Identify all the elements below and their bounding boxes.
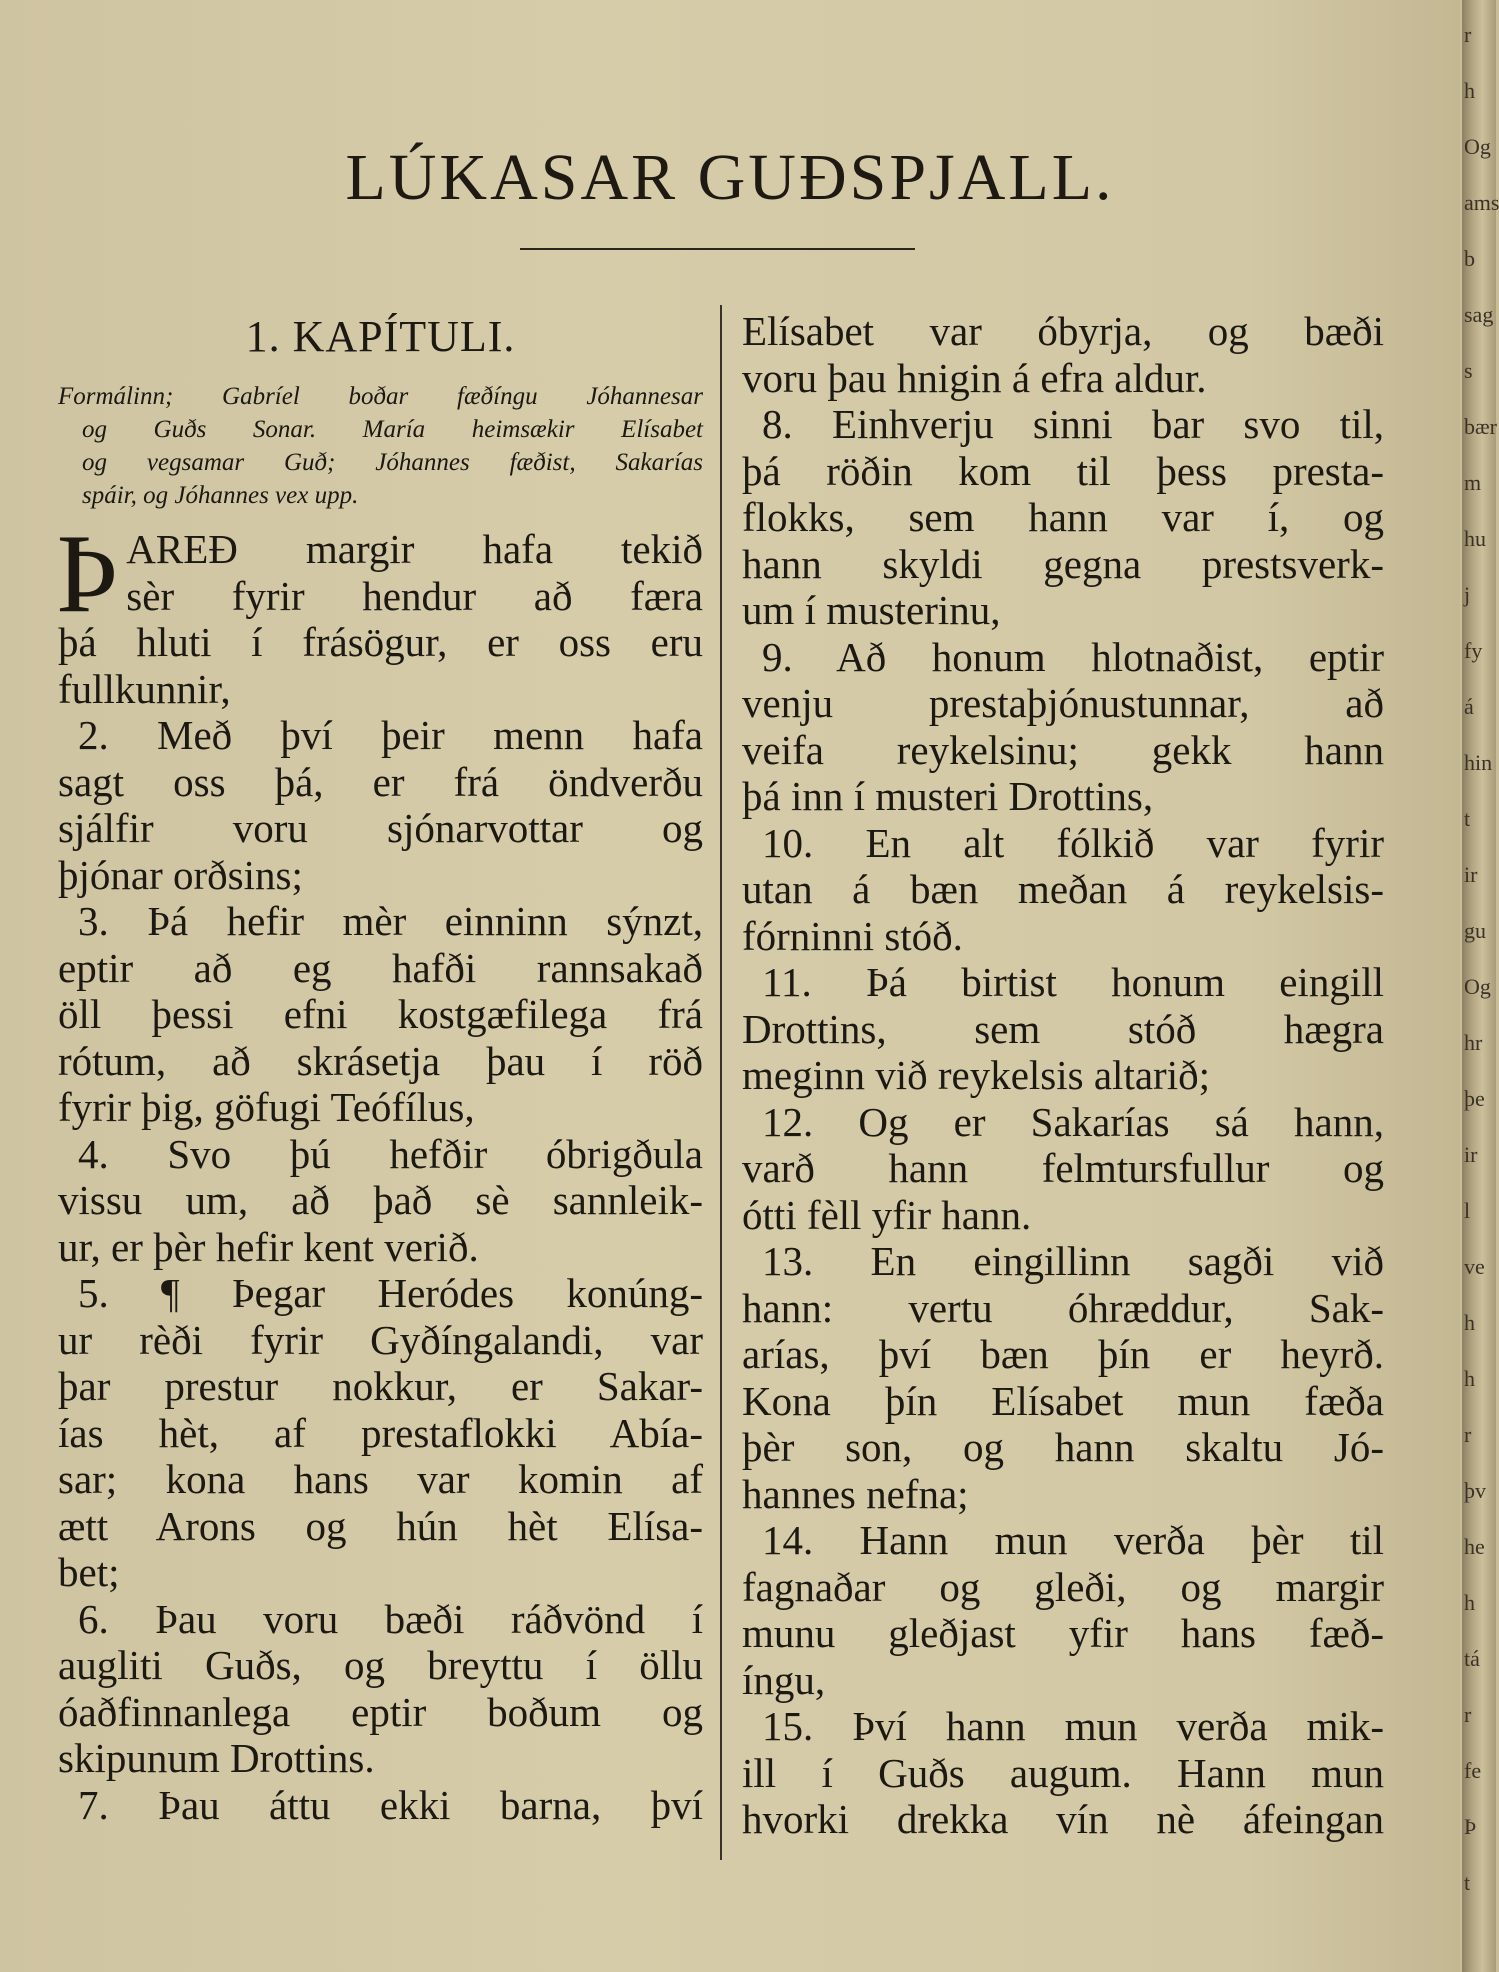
adjacent-page-edge — [1462, 0, 1499, 1972]
text-line: hann: vertu óhræddur, Sak- — [742, 1284, 1384, 1331]
page-edge-fragment: ir — [1464, 1142, 1478, 1167]
summary-line: og vegsamar Guð; Jóhannes fæðist, Sakarías — [82, 449, 703, 476]
text-line: sar; kona hans var komin af — [58, 1456, 703, 1502]
text-line: venju prestaþjónustunnar, að — [742, 680, 1384, 726]
page-edge-fragment: Og — [1464, 974, 1491, 999]
text-line: ur, er þèr hefir kent verið. — [58, 1223, 479, 1270]
text-line: 2. Með því þeir menn hafa — [78, 712, 703, 758]
text-line: 12. Og er Sakarías sá hann, — [762, 1098, 1384, 1145]
text-line: 3. Þá hefir mèr einninn sýnzt, — [78, 898, 703, 944]
right-column — [742, 308, 1384, 1843]
page-edge-fragment: ve — [1464, 1254, 1485, 1279]
page-edge-fragment: r — [1464, 1702, 1472, 1727]
text-line: þjónar orðsins; — [58, 851, 303, 898]
page-edge-fragment: fe — [1464, 1758, 1482, 1783]
text-line: flokks, sem hann var í, og — [742, 494, 1384, 540]
chapter-summary — [58, 380, 703, 512]
summary-line: spáir, og Jóhannes vex upp. — [82, 482, 359, 509]
text-line: veifa reykelsinu; gekk hann — [742, 726, 1384, 773]
right-column-text — [742, 308, 1384, 1843]
page-edge-fragment: h — [1464, 1590, 1475, 1615]
text-line: hann skyldi gegna prestsverk- — [742, 540, 1384, 587]
text-line: meginn við reykelsis altarið; — [742, 1052, 1210, 1098]
page-edge-fragment: fy — [1464, 638, 1483, 663]
text-line: munu gleðjast yfir hans fæð- — [742, 1610, 1384, 1656]
page-edge-fragment: m — [1464, 470, 1482, 495]
page-title: LÚKASAR GUÐSPJALL. — [345, 141, 1115, 214]
text-line: hvorki drekka vín nè áfeingan — [742, 1796, 1384, 1842]
text-line: um í musterinu, — [742, 587, 1001, 633]
summary-line: og Guðs Sonar. María heimsækir Elísabet — [82, 416, 703, 443]
page-edge-fragment: sag — [1464, 302, 1494, 327]
page-edge-fragment: ir — [1464, 862, 1478, 887]
text-line: öll þessi efni kostgæfilega frá — [58, 991, 703, 1037]
text-line: sagt oss þá, er frá öndverðu — [58, 758, 703, 805]
text-line: Drottins, sem stóð hægra — [742, 1005, 1384, 1052]
text-line: utan á bæn meðan á reykelsis- — [742, 866, 1384, 912]
text-line: 7. Þau áttu ekki barna, því — [78, 1781, 703, 1828]
page-edge-fragment: tá — [1464, 1646, 1480, 1671]
page-edge-fragment: he — [1464, 1534, 1485, 1559]
page-edge-fragment: þv — [1464, 1478, 1486, 1503]
text-line: voru þau hnigin á efra aldur. — [742, 354, 1207, 401]
text-line: ótti fèll yfir hann. — [742, 1191, 1032, 1238]
page-edge-fragment: h — [1464, 1310, 1475, 1335]
page-edge-fragment: s — [1464, 358, 1473, 383]
left-column-text — [58, 619, 703, 1828]
chapter-heading: 1. KAPÍTULI. — [245, 312, 516, 361]
text-line: 9. Að honum hlotnaðist, eptir — [762, 633, 1384, 680]
text-line: þèr son, og hann skaltu Jó- — [742, 1424, 1384, 1470]
page-edge-fragment: gu — [1464, 918, 1486, 943]
text-line: 11. Þá birtist honum eingill — [762, 959, 1384, 1005]
page-edge-fragment: t — [1464, 1870, 1471, 1895]
page-edge-fragment: þe — [1464, 1086, 1485, 1111]
text-line: eptir að eg hafði rannsakað — [58, 944, 703, 991]
text-line: þá inn í musteri Drottins, — [742, 773, 1154, 819]
text-line: 6. Þau voru bæði ráðvönd í — [78, 1595, 703, 1642]
page-edge-fragment: j — [1464, 582, 1471, 607]
page-edge-fragment: l — [1464, 1198, 1471, 1223]
text-line: þá röðin kom til þess presta- — [742, 447, 1384, 494]
text-line: hannes nefna; — [742, 1470, 969, 1517]
page-edge-fragment: ams — [1464, 190, 1499, 215]
summary-line: Formálinn; Gabríel boðar fæðíngu Jóhannesar — [58, 383, 703, 410]
page-edge-fragment: Og — [1464, 134, 1491, 159]
text-line: bet; — [58, 1549, 120, 1595]
page-edge-fragment: hin — [1464, 750, 1493, 775]
text-line: skipunum Drottins. — [58, 1735, 375, 1781]
page-edge-fragment: b — [1464, 246, 1475, 271]
text-line: sjálfir voru sjónarvottar og — [58, 805, 703, 851]
text-line: þar prestur nokkur, er Sakar- — [58, 1363, 703, 1409]
text-line: ætt Arons og hún hèt Elísa- — [58, 1502, 703, 1549]
text-line: 5. ¶ Þegar Heródes konúng- — [78, 1270, 703, 1316]
text-line: ur rèði fyrir Gyðíngalandi, var — [58, 1316, 703, 1363]
page-edge-fragment: á — [1464, 694, 1474, 719]
text-line: Elísabet var óbyrja, og bæði — [742, 308, 1384, 354]
title-divider — [520, 248, 915, 250]
page-edge-fragment: r — [1464, 22, 1472, 47]
text-line: fagnaðar og gleði, og margir — [742, 1563, 1384, 1610]
page-edge-fragment: h — [1464, 1366, 1475, 1391]
column-divider — [720, 305, 722, 1860]
text-line: AREÐ margir hafa tekið — [126, 526, 703, 572]
text-line: 14. Hann mun verða þèr til — [762, 1517, 1384, 1563]
text-line: sèr fyrir hendur að færa — [126, 572, 703, 619]
page-edge-fragment: hu — [1464, 526, 1486, 551]
text-line: 10. En alt fólkið var fyrir — [762, 819, 1384, 866]
text-line: þá hluti í frásögur, er oss eru — [58, 619, 703, 665]
text-line: arías, því bæn þín er heyrð. — [742, 1331, 1384, 1377]
text-line: fyrir þig, göfugi Teófílus, — [58, 1084, 475, 1130]
text-line: Kona þín Elísabet mun fæða — [742, 1377, 1384, 1424]
text-line: augliti Guðs, og breyttu í öllu — [58, 1642, 703, 1688]
text-line: ías hèt, af prestaflokki Abía- — [58, 1409, 703, 1456]
text-line: fullkunnir, — [58, 665, 231, 712]
text-line: óaðfinnanlega eptir boðum og — [58, 1688, 703, 1735]
text-line: vissu um, að það sè sannleik- — [58, 1177, 703, 1223]
text-line: íngu, — [742, 1656, 826, 1703]
page-edge-fragment: h — [1464, 78, 1475, 103]
page-edge-fragment: hr — [1464, 1030, 1483, 1055]
left-column — [58, 300, 703, 1828]
page-edge-fragment: Þ — [1464, 1814, 1477, 1839]
page-edge-fragment: r — [1464, 1422, 1472, 1447]
drop-cap: Þ — [56, 512, 119, 636]
text-line: 13. En eingillinn sagði við — [762, 1238, 1384, 1284]
text-line: 15. Því hann mun verða mik- — [762, 1703, 1384, 1749]
text-line: ill í Guðs augum. Hann mun — [742, 1749, 1384, 1796]
text-line: rótum, að skrásetja þau í röð — [58, 1037, 703, 1084]
opening-paragraph — [56, 512, 703, 636]
page-edge-fragment: bær — [1464, 414, 1497, 439]
text-line: fórninni stóð. — [742, 912, 963, 959]
text-line: varð hann felmtursfullur og — [742, 1145, 1384, 1191]
text-line: 8. Einhverju sinni bar svo til, — [762, 401, 1384, 447]
page-edge-fragment: t — [1464, 806, 1471, 831]
text-line: 4. Svo þú hefðir óbrigðula — [78, 1130, 703, 1177]
